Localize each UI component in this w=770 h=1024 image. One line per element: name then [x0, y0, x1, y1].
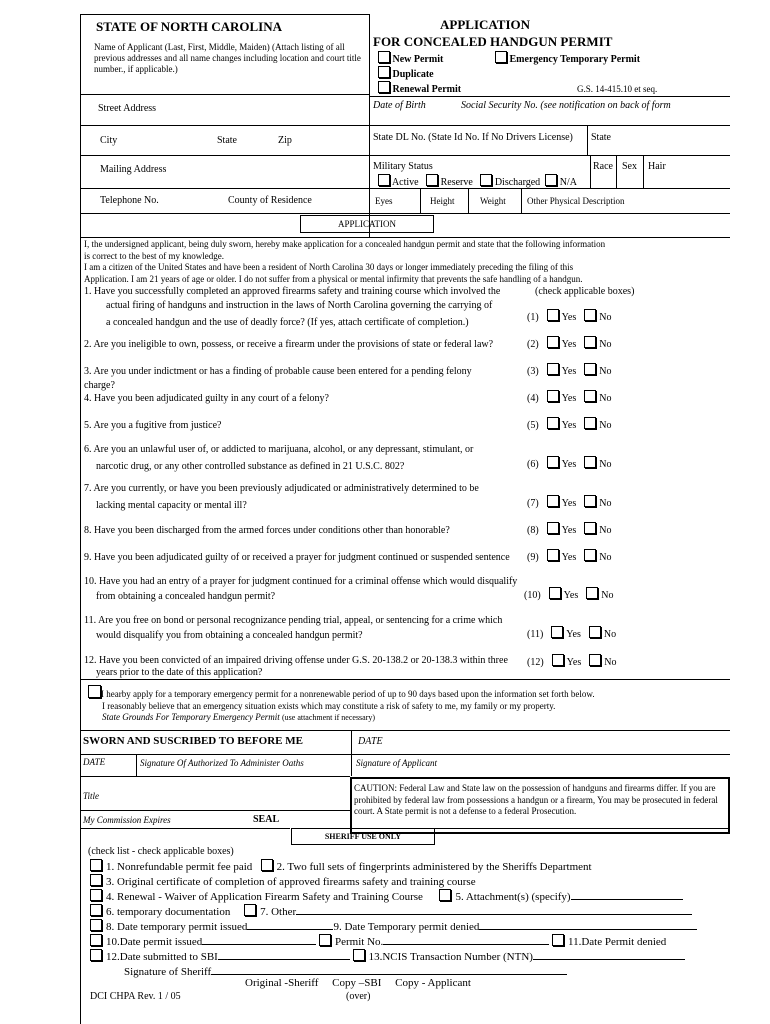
q12-no-checkbox[interactable]	[589, 654, 601, 666]
answer-2: (2) Yes No	[527, 336, 611, 350]
permit-issued-checkbox[interactable]	[90, 934, 102, 946]
sworn-heading: SWORN AND SUSCRIBED TO BEFORE ME	[83, 735, 303, 747]
ncis-line[interactable]	[533, 949, 685, 960]
application-section-heading: APPLICATION	[300, 215, 434, 233]
q4-yes-checkbox[interactable]	[547, 390, 559, 402]
question-9: 9. Have you been adjudicated guilty of or received a prayer for judgment continued or suspended sentence	[84, 552, 510, 563]
q11-yes-checkbox[interactable]	[551, 626, 563, 638]
mailing-address-field[interactable]: Mailing Address	[100, 164, 167, 175]
temporary-documentation-checkbox[interactable]	[90, 904, 102, 916]
eyes-field[interactable]: Eyes	[375, 196, 393, 206]
submitted-sbi-checkbox[interactable]	[90, 949, 102, 961]
answer-11: (11) Yes No	[527, 626, 616, 640]
answer-8: (8) Yes No	[527, 522, 611, 536]
date-of-birth-field[interactable]: Date of Birth	[373, 100, 426, 111]
military-status-label: Military Status	[373, 161, 433, 172]
name-of-applicant-label: Name of Applicant (Last, First, Middle, Maiden) (Attach listing of all previous addresses and all name changes including location and court title number., if applicable.)	[94, 42, 361, 74]
signature-applicant-field[interactable]: Signature of Applicant	[356, 758, 437, 768]
q7-yes-checkbox[interactable]	[547, 495, 559, 507]
active-checkbox[interactable]	[378, 174, 390, 186]
ssn-field[interactable]: Social Security No. (see notification on back of form	[461, 100, 671, 111]
statute-reference: G.S. 14-415.10 et seq.	[577, 84, 658, 94]
street-address-field[interactable]: Street Address	[98, 103, 157, 114]
other-description-field[interactable]: Other Physical Description	[527, 196, 625, 206]
answer-7: (7) Yes No	[527, 495, 611, 509]
question-6: 6. Are you an unlawful user of, or addicted to marijuana, alcohol, or any depressant, stimulant, or narcotic drug, or any other controlled substance as defined in 21 U.S.C. 802?	[84, 444, 474, 472]
q11-no-checkbox[interactable]	[589, 626, 601, 638]
weight-field[interactable]: Weight	[480, 196, 506, 206]
caution-box: CAUTION: Federal Law and State law on the possession of handguns and firearms differ. If you are prohibited by federal law from possessions a handgun or a firearm, You may be prosecuted in federal court. A State permit is not a defense to a federal Prosecution.	[350, 777, 730, 834]
fingerprints-checkbox[interactable]	[261, 859, 273, 871]
other-checkbox[interactable]	[244, 904, 256, 916]
answer-3: (3) Yes No	[527, 363, 611, 377]
question-4: 4. Have you been adjudicated guilty in any court of a felony?	[84, 393, 329, 404]
q1-no-checkbox[interactable]	[584, 309, 596, 321]
sheriff-row-10-11: 10.Date permit issued Permit No. 11.Date Permit denied	[90, 934, 666, 949]
question-7: 7. Are you currently, or have you been previously adjudicated or administratively determined to be lacking mental capacity or mental ill?	[84, 483, 479, 511]
answer-1: (1) Yes No	[527, 309, 611, 323]
renewal-permit-checkbox[interactable]	[378, 81, 390, 93]
reserve-checkbox[interactable]	[426, 174, 438, 186]
form-revision-id: DCI CHPA Rev. 1 / 05	[90, 991, 181, 1002]
copy-distribution: Original -Sheriff Copy –SBI Copy - Applicant	[245, 977, 471, 989]
check-applicable-note: (check applicable boxes)	[535, 286, 635, 297]
state-title: STATE OF NORTH CAROLINA	[96, 19, 283, 34]
q6-no-checkbox[interactable]	[584, 456, 596, 468]
q2-yes-checkbox[interactable]	[547, 336, 559, 348]
attachments-line[interactable]	[571, 889, 683, 900]
q5-yes-checkbox[interactable]	[547, 417, 559, 429]
sheriff-checklist-label: (check list - check applicable boxes)	[88, 846, 234, 857]
signature-authorized-field[interactable]: Signature Of Authorized To Administer Oaths	[140, 758, 304, 768]
sheriff-signature-row: Signature of Sheriff	[124, 964, 567, 979]
question-10: 10. Have you had an entry of a prayer for judgment continued for a criminal offense which would disqualify from obtaining a concealed handgun permit?	[84, 576, 518, 602]
temporary-permit-checkbox[interactable]	[88, 685, 101, 698]
answer-4: (4) Yes No	[527, 390, 611, 404]
q9-yes-checkbox[interactable]	[547, 549, 559, 561]
question-2: 2. Are you ineligible to own, possess, or receive a firearm under the provisions of state or federal law?	[84, 339, 494, 350]
duplicate-option[interactable]: Duplicate	[378, 66, 434, 80]
new-permit-checkbox[interactable]	[378, 51, 390, 63]
state-field[interactable]: State	[217, 135, 237, 146]
dl-state-field[interactable]: State	[591, 132, 611, 143]
title-field[interactable]: Title	[83, 791, 100, 801]
city-field[interactable]: City	[100, 135, 118, 146]
race-field[interactable]: Race	[593, 161, 613, 172]
application-intro: I, the undersigned applicant, being duly sworn, hereby make application for a concealed handgun permit and state that the following information is correct to the best of my knowledge. I am a citizen of the United States and have been a resident of North Carolina 30 days or longer immediately preceding the filing of this Application. I am 21 years of age or older. I do not suffer from a physical or mental infirmity that prevents the safe handling of a handgun.	[84, 239, 606, 284]
sheriff-row-1-2: 1. Nonrefundable permit fee paid 2. Two full sets of fingerprints administered by the Sheriffs Department	[90, 859, 592, 874]
zip-field[interactable]: Zip	[278, 135, 292, 146]
certificate-checkbox[interactable]	[90, 874, 102, 886]
seal-label: SEAL	[253, 814, 280, 825]
sheriff-use-heading: SHERIFF USE ONLY	[291, 828, 435, 845]
application-title: APPLICATION	[440, 17, 531, 32]
temporary-permit-section: I hearby apply for a temporary emergency permit for a nonrenewable period of up to 90 days based upon the information set forth below. I reasonably believe that an emergency situation exists which may constitute a risk of safety to me, my family or my property. State Grounds For Temporary Emergency Permit (use attachment if necessary)	[88, 685, 595, 724]
renewal-waiver-checkbox[interactable]	[90, 889, 102, 901]
answer-10: (10) Yes No	[524, 587, 613, 601]
ncis-checkbox[interactable]	[353, 949, 365, 961]
discharged-checkbox[interactable]	[480, 174, 492, 186]
answer-12: (12) Yes No	[527, 654, 616, 668]
sheriff-row-4-5: 4. Renewal - Waiver of Application Firearm Safety and Training Course 5. Attachment(s) (specify)	[90, 889, 683, 904]
temporary-denied-line[interactable]	[479, 919, 697, 930]
answer-9: (9) Yes No	[527, 549, 611, 563]
question-11: 11. Are you free on bond or personal recognizance pending trial, appeal, or sentencing for a crime which would disqualify you from obtaining a concealed handgun permit?	[84, 615, 503, 641]
military-status-options: Active Reserve Discharged N/A	[378, 174, 577, 188]
date-field-right[interactable]: DATE	[358, 736, 383, 747]
q12-yes-checkbox[interactable]	[552, 654, 564, 666]
q9-no-checkbox[interactable]	[584, 549, 596, 561]
q2-no-checkbox[interactable]	[584, 336, 596, 348]
temporary-issued-checkbox[interactable]	[90, 919, 102, 931]
duplicate-checkbox[interactable]	[378, 66, 390, 78]
sheriff-row-3: 3. Original certificate of completion of approved firearms safety and training course	[90, 874, 476, 889]
answer-5: (5) Yes No	[527, 417, 611, 431]
question-5: 5. Are you a fugitive from justice?	[84, 420, 222, 431]
attachments-checkbox[interactable]	[439, 889, 451, 901]
q10-no-checkbox[interactable]	[586, 587, 598, 599]
height-field[interactable]: Height	[430, 196, 455, 206]
fee-paid-checkbox[interactable]	[90, 859, 102, 871]
q6-yes-checkbox[interactable]	[547, 456, 559, 468]
q3-no-checkbox[interactable]	[584, 363, 596, 375]
emergency-permit-option[interactable]: Emergency Temporary Permit	[495, 51, 640, 65]
county-field[interactable]: County of Residence	[228, 195, 312, 206]
q5-no-checkbox[interactable]	[584, 417, 596, 429]
q3-yes-checkbox[interactable]	[547, 363, 559, 375]
sheriff-row-12-13: 12.Date submitted to SBI 13.NCIS Transaction Number (NTN)	[90, 949, 685, 964]
telephone-field[interactable]: Telephone No.	[100, 195, 159, 206]
question-1: 1. Have you successfully completed an approved firearms safety and training course which involved the actual firing of handguns and instruction in the laws of North Carolina governing the carrying of a concealed handgun and the use of deadly force? (If yes, attach certificate of completion.)	[84, 286, 501, 328]
answer-6: (6) Yes No	[527, 456, 611, 470]
q8-no-checkbox[interactable]	[584, 522, 596, 534]
q7-no-checkbox[interactable]	[584, 495, 596, 507]
q10-yes-checkbox[interactable]	[549, 587, 561, 599]
permit-no-line[interactable]	[383, 934, 549, 945]
date-field-left[interactable]: DATE	[83, 757, 106, 767]
form-title: FOR CONCEALED HANDGUN PERMIT	[373, 34, 613, 49]
drivers-license-field[interactable]: State DL No. (State Id No. If No Drivers License)	[373, 132, 573, 143]
q8-yes-checkbox[interactable]	[547, 522, 559, 534]
question-12: 12. Have you been convicted of an impaired driving offense under G.S. 20-138.2 or 20-138.3 within three years prior to the date of this application?	[84, 655, 508, 678]
over-note: (over)	[346, 991, 371, 1002]
commission-expires-field[interactable]: My Commission Expires	[83, 815, 171, 825]
question-3: 3. Are you under indictment or has a finding of probable cause been entered for a pending felony charge?	[84, 366, 472, 391]
new-permit-option[interactable]: New Permit	[378, 51, 443, 65]
submitted-sbi-line[interactable]	[218, 949, 350, 960]
sex-field[interactable]: Sex	[622, 161, 637, 172]
q1-yes-checkbox[interactable]	[547, 309, 559, 321]
temporary-issued-line[interactable]	[247, 919, 333, 930]
q4-no-checkbox[interactable]	[584, 390, 596, 402]
permit-denied-checkbox[interactable]	[552, 934, 564, 946]
sheriff-row-8-9: 8. Date temporary permit issued 9. Date Temporary permit denied	[90, 919, 697, 934]
other-line[interactable]	[296, 904, 692, 915]
emergency-permit-checkbox[interactable]	[495, 51, 507, 63]
hair-field[interactable]: Hair	[648, 161, 666, 172]
permit-issued-line[interactable]	[202, 934, 316, 945]
na-checkbox[interactable]	[545, 174, 557, 186]
renewal-permit-option[interactable]: Renewal Permit	[378, 81, 461, 95]
question-8: 8. Have you been discharged from the armed forces under conditions other than honorable?	[84, 525, 450, 536]
sheriff-row-6-7: 6. temporary documentation 7. Other	[90, 904, 692, 919]
permit-no-checkbox[interactable]	[319, 934, 331, 946]
sheriff-signature-line[interactable]	[211, 964, 567, 975]
